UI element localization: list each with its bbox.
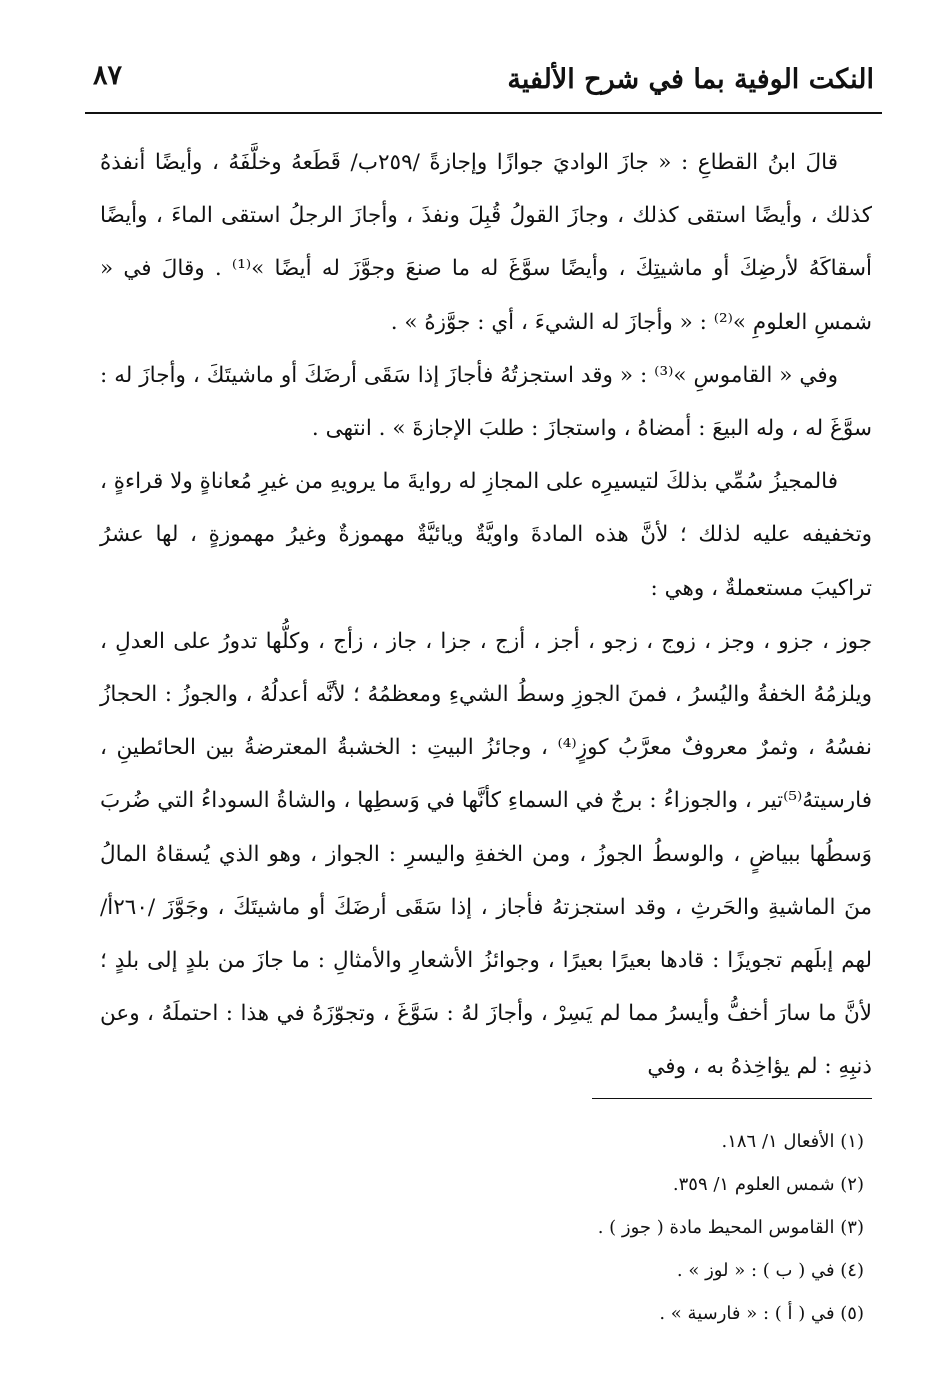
footnote-2: (٢) شمس العلوم ١/ ٣٥٩. [672, 1174, 864, 1195]
footnotes [120, 1120, 864, 1335]
main-text [100, 136, 872, 1094]
footnote-5: (٥) في ( أ ) : « فارسية » . [659, 1303, 864, 1324]
paragraph-mujiz: فالمجيزُ سُمِّي بذلكَ لتيسيرِه على المجازِ له روايةَ ما يرويهِ من غيرِ مُعاناةٍ ولا قراءةٍ ، وتخفيفه عليه لذلك ؛ لأنَّ هذه المادةَ واويَّةٌ ويائيَّةٌ مهموزةٌ وغيرُ مهموزةٍ ، لها عشرُ تراكيبَ مستعملةٌ ، وهي : [100, 469, 872, 601]
page-number: ٨٧ [93, 60, 123, 91]
running-title: النكت الوفية بما في شرح الألفية [507, 64, 874, 95]
footnote-1: (١) الأفعال ١/ ١٨٦. [721, 1131, 864, 1152]
footnote-3: (٣) القاموس المحيط مادة ( جوز ) . [597, 1217, 864, 1238]
paragraph-roots: جوز ، جزو ، وجز ، زوج ، زجو ، أجز ، أزج ، جزا ، جاز ، زأج ، وكلُّها تدورُ على العدلِ ، ويلزمُهُ الخفةُ واليُسرُ ، فمنَ الجوزِ وسطُ الشيءِ ومعظمُهُ ؛ لأنَّه أعدلُهُ ، والجوزُ : الحجازُ نفسُهُ ، وثمرٌ معروفٌ معرَّبُ كوزٍ⁽⁴⁾ ، وجائزُ البيتِ : الخشبةُ المعترضةُ بين الحائطينِ ، فارسيتهُ⁽⁵⁾تير ، والجوزاءُ : برجٌ في السماءِ كأنَّها في وَسطِها ، والشاةُ السوداءُ التي ضُربَ وَسطُها ببياضٍ ، والوسطُ الجوزُ ، ومن الخفةِ واليسرِ : الجواز ، وهو الذي يُسقاهُ المالُ منَ الماشيةِ والحَرثِ ، وقد استجزتهُ فأجاز ، إذا سَقَى أرضَكَ أو ماشيتَكَ ، وجَوَّزَ /٢٦٠أ/ لهم إبلَهم تجويزًا : قادها بعيرًا بعيرًا ، وجوائزُ الأشعارِ والأمثالِ : ما جازَ من بلدٍ إلى بلدٍ ؛ لأنَّ ما سارَ أخفُّ وأيسرُ مما لم يَسِرْ ، وأجازَ لهُ : سَوَّغَ ، وتجوّزَهُ في هذا : احتملَهُ ، وعن ذنبِهِ : لم يؤاخِذهُ به ، وفي [100, 628, 872, 1080]
footnote-rule [592, 1098, 872, 1099]
paragraph-qamus: وفي « القاموسِ »⁽³⁾ : « وقد استجزتُهُ فأجازَ إذا سَقَى أرضَكَ أو ماشيتَكَ ، وأجازَ له : سوَّغَ له ، وله البيعَ : أمضاهُ ، واستجازَ : طلبَ الإجازةَ » . انتهى . [100, 362, 872, 442]
page-header [85, 50, 874, 110]
header-rule [85, 112, 882, 114]
paragraph-ibn-alqattaa: قالَ ابنُ القطاعِ : « جازَ الواديَ جوازًا وإجازةً /٢٥٩ب/ قَطَعهُ وخلَّفَهُ ، وأيضًا أنفذهُ كذلك ، وأيضًا استقى كذلك ، وجازَ القولُ قُبِلَ ونفذَ ، وأجازَ الرجلُ استقى الماءَ ، وأيضًا أسقاكَهُ لأرضِكَ أو ماشيتِكَ ، وأيضًا سوَّغَ له ما صنعَ وجوَّزَ له أيضًا »⁽¹⁾ . وقالَ في « شمسِ العلومِ »⁽²⁾ : « وأجازَ له الشيءَ ، أي : جوَّزهُ » . [100, 150, 872, 335]
footnote-4: (٤) في ( ب ) : « لوز » . [676, 1260, 864, 1281]
